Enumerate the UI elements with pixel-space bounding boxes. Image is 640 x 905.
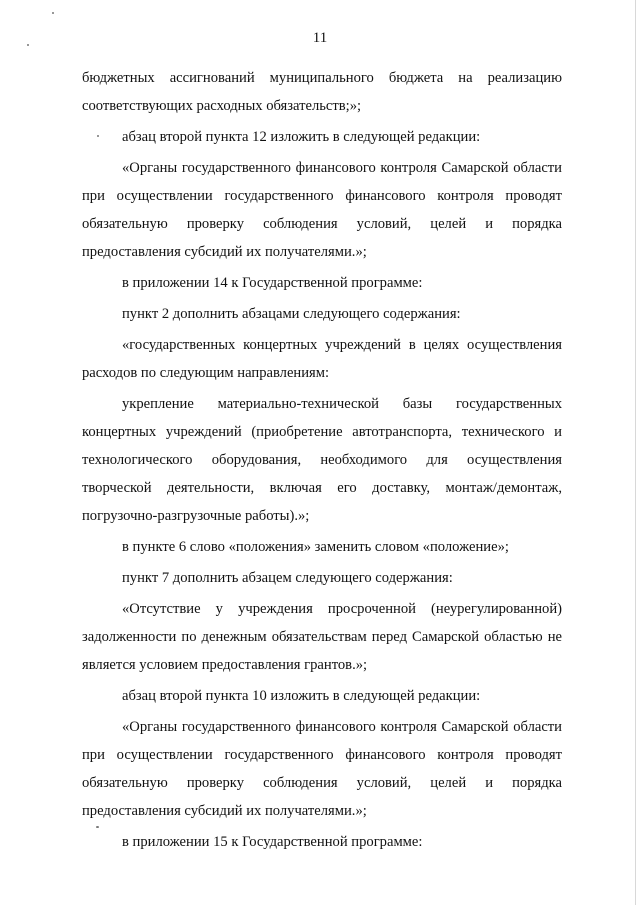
paragraph-4: в приложении 14 к Государственной программе: — [122, 275, 423, 291]
paragraph-7: укрепление материально-технической базы государственных концертных учреждений (приобретение автотранспорта, технического и технологического оборудования, необходимого для осуществления творческой деятельности, включая его доставку, монтаж/демонтаж, погрузочно-разгрузочные работы).»; — [82, 396, 562, 524]
paragraph-11: абзац второй пункта 10 изложить в следующей редакции: — [122, 688, 481, 704]
paragraph-3: «Органы государственного финансового контроля Самарской области при осуществлении государственного финансового контроля проводят обязательную проверку соблюдения условий, целей и порядка предоставления субсидий их получателями.»; — [82, 160, 562, 260]
paragraph-12: «Органы государственного финансового контроля Самарской области при осуществлении государственного финансового контроля проводят обязательную проверку соблюдения условий, целей и порядка предоставления субсидий их получателями.»; — [82, 719, 562, 819]
scan-speck — [97, 135, 99, 137]
scan-speck — [27, 44, 29, 46]
paragraph-8: в пункте 6 слово «положения» заменить словом «положение»; — [122, 539, 509, 555]
scan-speck — [52, 12, 54, 14]
paragraph-6: «государственных концертных учреждений в целях осуществления расходов по следующим направлениям: — [82, 337, 562, 381]
paragraph-5: пункт 2 дополнить абзацами следующего содержания: — [122, 306, 461, 322]
paragraph-2: абзац второй пункта 12 изложить в следующей редакции: — [122, 129, 481, 145]
page-number: 11 — [312, 30, 328, 46]
document-body — [82, 64, 562, 859]
paragraph-9: пункт 7 дополнить абзацем следующего содержания: — [122, 570, 453, 586]
scan-edge — [635, 0, 636, 905]
scan-speck — [96, 826, 99, 828]
paragraph-13: в приложении 15 к Государственной программе: — [122, 834, 423, 850]
paragraph-10: «Отсутствие у учреждения просроченной (неурегулированной) задолженности по денежным обязательствам перед Самарской областью не является условием предоставления грантов.»; — [82, 601, 562, 673]
paragraph-1: бюджетных ассигнований муниципального бюджета на реализацию соответствующих расходных обязательств;»; — [82, 70, 562, 114]
